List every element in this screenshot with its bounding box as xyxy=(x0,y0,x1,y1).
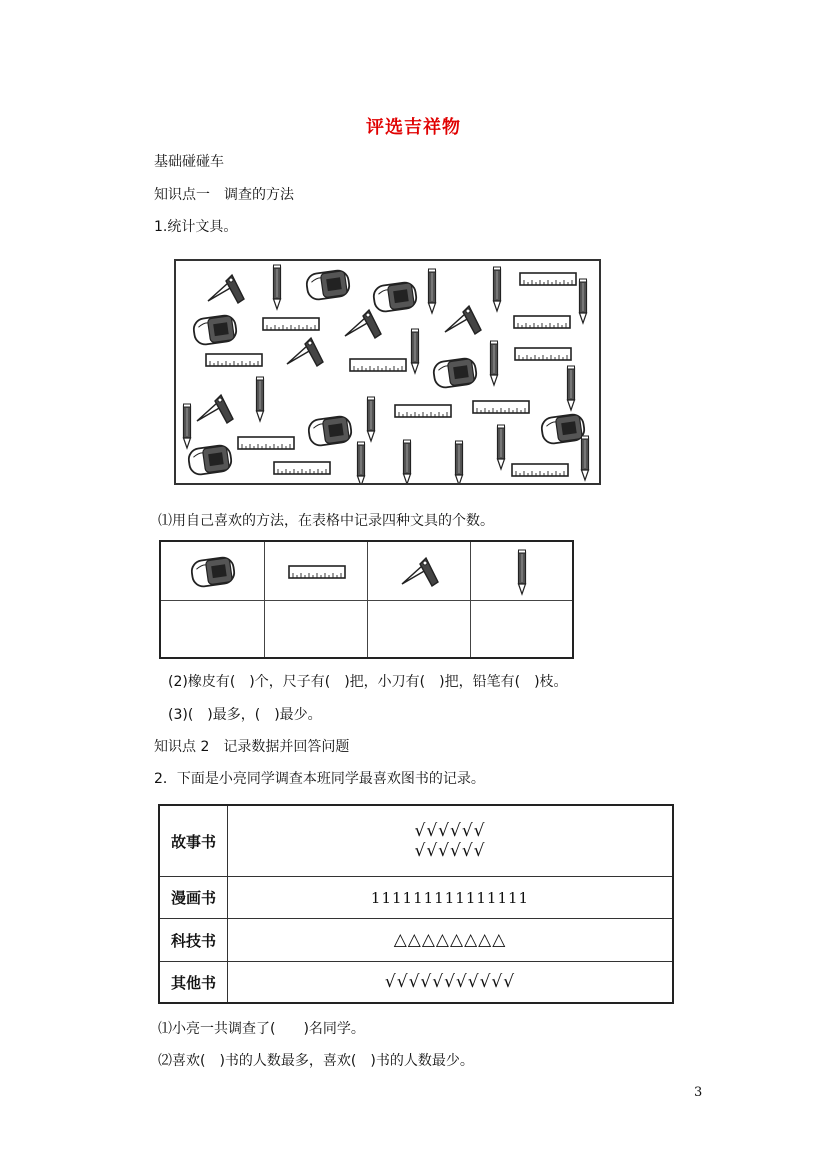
pencil-icon xyxy=(257,377,264,421)
question-2: 2．下面是小亮同学调查本班同学最喜欢图书的记录。 xyxy=(154,771,485,787)
ruler-icon xyxy=(395,405,451,417)
eraser-icon xyxy=(307,415,352,447)
pencil-icon xyxy=(358,442,365,483)
knife-icon xyxy=(287,338,323,366)
knife-icon xyxy=(345,310,381,338)
tally-line: √√√√√√ xyxy=(414,841,486,861)
eraser-icon xyxy=(432,357,477,389)
question-1-part-2: (2)橡皮有( )个，尺子有( )把，小刀有( )把，铅笔有( )枝。 xyxy=(168,674,568,690)
table-row xyxy=(160,919,672,962)
row-label: 漫画书 xyxy=(160,877,228,918)
row-label: 科技书 xyxy=(160,919,228,961)
knife-header-cell xyxy=(368,542,471,601)
page-title: 评选吉祥物 xyxy=(366,117,461,138)
knife-icon xyxy=(445,306,481,334)
eraser-icon xyxy=(372,281,417,313)
question-1-part-1: ⑴用自己喜欢的方法，在表格中记录四种文具的个数。 xyxy=(158,513,494,529)
tally-line: √√√√√√ xyxy=(414,821,486,841)
row-label: 故事书 xyxy=(160,806,228,876)
pencil-icon xyxy=(568,366,575,410)
pencil-icon xyxy=(404,440,411,483)
pencil-icon xyxy=(580,279,587,323)
row-label: 其他书 xyxy=(160,962,228,1002)
knife-icon xyxy=(368,542,471,601)
pencil-icon xyxy=(184,404,191,448)
table-row xyxy=(160,962,672,1002)
eraser-icon xyxy=(305,269,350,301)
pencil-icon xyxy=(429,269,436,313)
tally-marks xyxy=(228,877,672,918)
section-heading: 基础碰碰车 xyxy=(154,154,224,170)
stationery-scatter xyxy=(176,261,599,483)
ruler-icon xyxy=(520,273,576,285)
pencil-icon xyxy=(582,436,589,480)
book-tally-table xyxy=(158,804,674,1004)
ruler-header-cell xyxy=(265,542,368,601)
ruler-icon xyxy=(265,542,368,601)
pencil-icon xyxy=(274,265,281,309)
pencil-icon xyxy=(456,441,463,483)
ruler-icon xyxy=(514,316,570,328)
pencil-icon xyxy=(494,267,501,311)
question-2-part-2: ⑵喜欢( )书的人数最多，喜欢( )书的人数最少。 xyxy=(158,1053,474,1069)
eraser-header-cell xyxy=(161,542,265,601)
knife-icon xyxy=(208,275,244,303)
tally-line: △△△△△△△△ xyxy=(393,930,507,950)
pencil-header-cell xyxy=(471,542,572,601)
eraser-icon xyxy=(540,413,585,445)
table-row xyxy=(160,877,672,919)
ruler-icon xyxy=(238,437,294,449)
knowledge-point-1: 知识点一 调查的方法 xyxy=(154,187,294,203)
ruler-icon xyxy=(473,401,529,413)
pencil-icon xyxy=(412,329,419,373)
pencil-icon xyxy=(491,341,498,385)
knowledge-point-2: 知识点 2 记录数据并回答问题 xyxy=(154,739,350,755)
ruler-icon xyxy=(274,462,330,474)
tally-line: 111111111111111 xyxy=(370,888,530,907)
ruler-icon xyxy=(206,354,262,366)
ruler-icon xyxy=(515,348,571,360)
ruler-icon xyxy=(512,464,568,476)
eraser-icon xyxy=(161,542,265,601)
question-1: 1.统计文具。 xyxy=(154,219,238,235)
pencil-count-cell[interactable] xyxy=(471,601,572,657)
question-2-part-1: ⑴小亮一共调查了( )名同学。 xyxy=(158,1021,365,1037)
ruler-count-cell[interactable] xyxy=(265,601,368,657)
tally-marks xyxy=(228,962,672,1002)
ruler-icon xyxy=(263,318,319,330)
stationery-picture xyxy=(174,259,601,485)
ruler-icon xyxy=(350,359,406,371)
knife-count-cell[interactable] xyxy=(368,601,471,657)
table-row xyxy=(160,806,672,877)
eraser-icon xyxy=(192,314,237,346)
question-1-part-3: (3)( )最多，( )最少。 xyxy=(168,707,322,723)
pencil-icon xyxy=(471,542,572,601)
record-table xyxy=(159,540,574,659)
pencil-icon xyxy=(498,425,505,469)
knife-icon xyxy=(197,395,233,423)
page-number: 3 xyxy=(694,1085,703,1100)
eraser-count-cell[interactable] xyxy=(161,601,265,657)
tally-marks xyxy=(228,806,672,876)
tally-line: √√√√√√√√√√√ xyxy=(384,972,516,992)
pencil-icon xyxy=(368,397,375,441)
tally-marks xyxy=(228,919,672,961)
eraser-icon xyxy=(187,444,232,476)
